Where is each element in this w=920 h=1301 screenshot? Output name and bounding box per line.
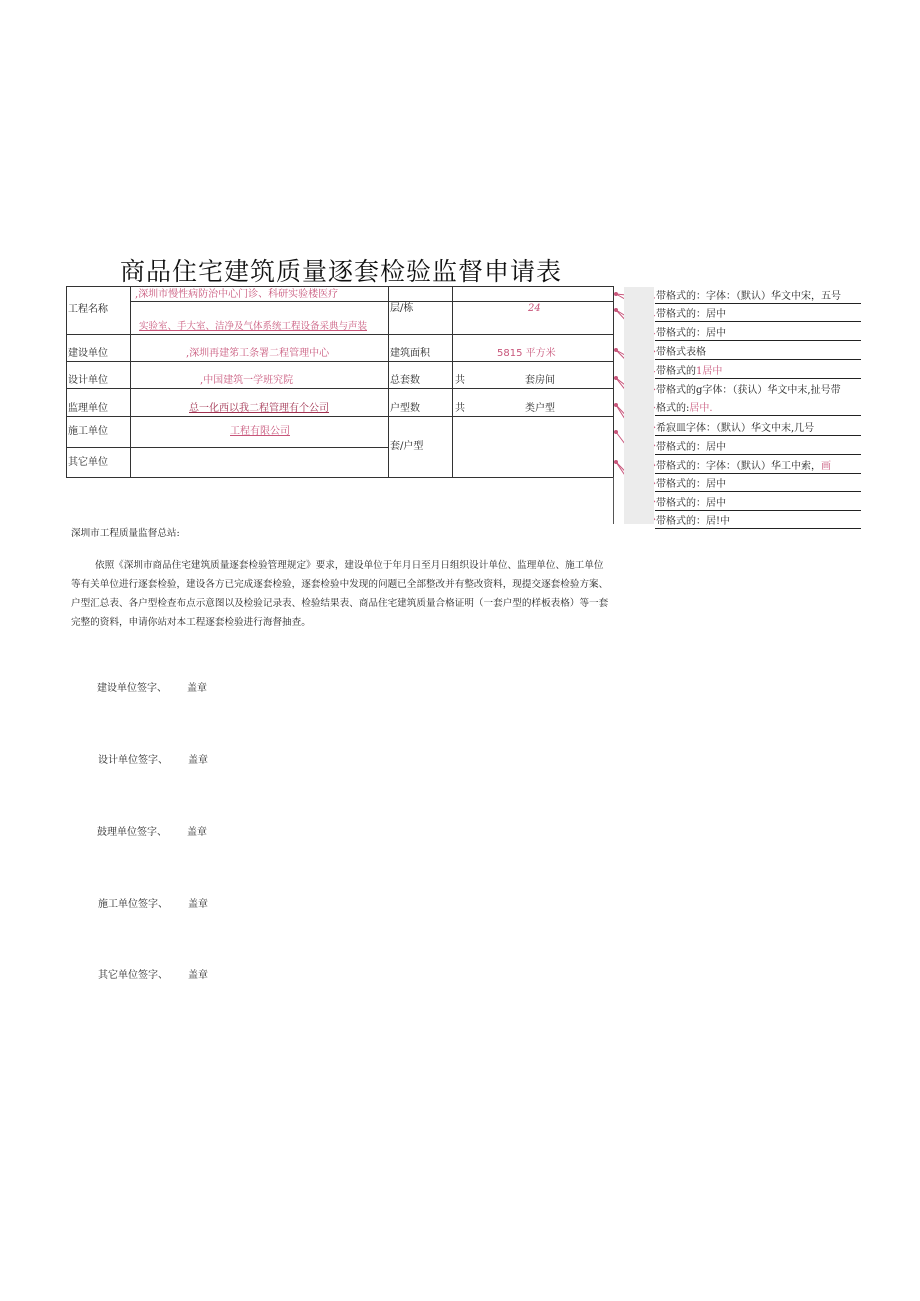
- notes-margin-background: [624, 287, 654, 524]
- design-unit-value: ,中国建筑一学班究院: [200, 375, 294, 386]
- build-unit-value: ,深圳再建笫工条署二程管理中心: [186, 348, 330, 359]
- label-project-name: 工程名称: [68, 304, 108, 315]
- format-note: 带格式的：字体：（默认）华文中宋，五号: [655, 291, 861, 304]
- signature-line: 建设单位签字、 盖章: [97, 683, 207, 694]
- page-title: 商品住宅建筑质量逐套检验监督申请表: [120, 257, 563, 286]
- area-value: 5815 平方米: [497, 348, 556, 359]
- label-other-unit: 其它单位: [68, 457, 108, 468]
- label-floors: 层/栋: [390, 303, 414, 314]
- format-note: 带格式的1居中: [655, 366, 861, 379]
- format-note: 带格式的：居中: [655, 442, 861, 455]
- format-note: 格式的:居中.: [655, 403, 861, 416]
- label-total-sets: 总套数: [390, 375, 420, 386]
- signature-line: 鼓理单位签字、 盖章: [97, 827, 207, 838]
- label-build-unit: 建设单位: [68, 348, 108, 359]
- letter-addressee: 深圳市工程质量监督总站:: [71, 528, 180, 539]
- total-sets-prefix: 共: [455, 375, 465, 386]
- signature-line: 其它单位签字、 盖章: [98, 970, 208, 981]
- project-name-line2: 实验室、手大室、洁净及气体系统工程设备采典与声装: [139, 321, 368, 332]
- project-name-line1: ,深圳市慢性病防治中心门诊、科研实验楼医疗: [135, 289, 339, 300]
- label-set-type: 套/户型: [390, 441, 424, 452]
- format-note: 希寂皿字体：（默认）华文中末,几号: [655, 423, 861, 436]
- format-note: 带格式的：居中: [655, 328, 861, 341]
- format-note: 带格式的：字体：（默认）华工中索，画: [655, 461, 861, 474]
- label-construct-unit: 施工单位: [68, 426, 108, 437]
- label-supervise-unit: 监理单位: [68, 403, 108, 414]
- types-suffix: 类户型: [525, 403, 555, 414]
- label-design-unit: 设计单位: [68, 375, 108, 386]
- types-prefix: 共: [455, 403, 465, 414]
- format-note: 带格式的：居中: [655, 309, 861, 322]
- letter-paragraph: 依照《深圳市商品住宅建筑质量逐套检验管理规定》要求，建设单位于年月日至月日组织设计单位、监理单位、施工单位等有关单位进行逐套检验，建设各方已完成逐套检验，逐套检验中发现的问题已全部整改并有整改资料，现提交逐套检验方案、户型汇总表、各户型检查布点示意图以及检验记录表、检验结果表、商品住宅建筑质量合格证明（一套户型的样板表格）等一套完整的资料，申请你站对本工程逐套检验进行海督抽查。: [71, 560, 609, 628]
- construct-unit-value: 工程有限公司: [230, 426, 290, 437]
- floors-value: 24: [528, 303, 541, 314]
- label-types: 户型数: [390, 403, 420, 414]
- label-area: 建筑面积: [390, 348, 430, 359]
- supervise-unit-value: 总一化西以我二程管理有个公司: [189, 403, 329, 414]
- signature-line: 施工单位签字、 盖章: [98, 899, 208, 910]
- format-note: 带格式的：居中: [655, 498, 861, 511]
- format-note: 带格式的：居中: [655, 479, 861, 492]
- signature-line: 设计单位签字、 盖章: [98, 755, 208, 766]
- format-note: 带格式的g字体：（获认）华文中末,扯号带: [656, 385, 841, 396]
- format-note: 带格式表格: [655, 347, 861, 360]
- total-sets-suffix: 套房间: [525, 375, 555, 386]
- format-note: 带格式的：居!中: [655, 516, 861, 529]
